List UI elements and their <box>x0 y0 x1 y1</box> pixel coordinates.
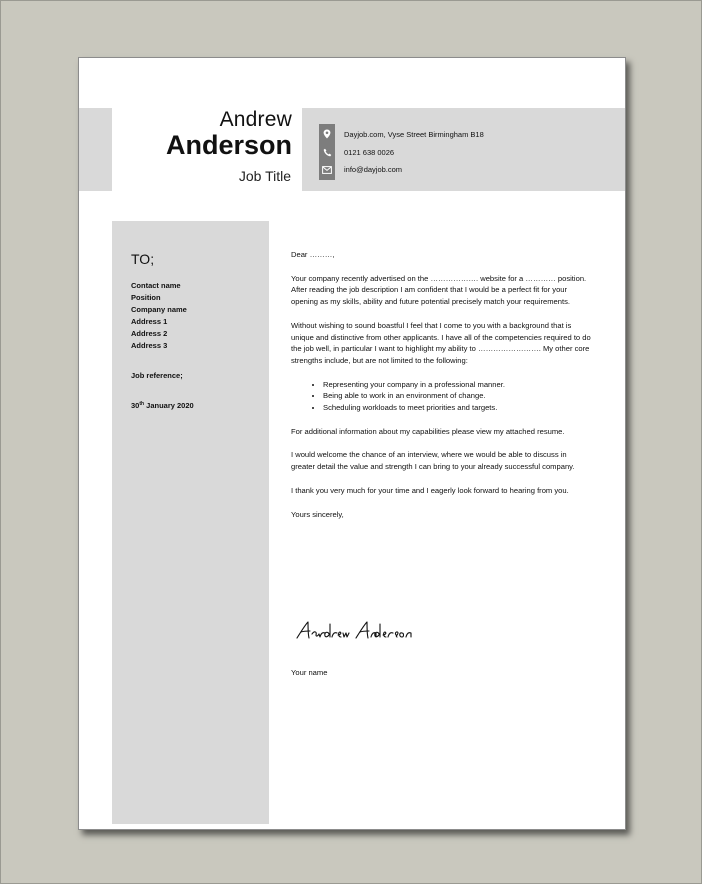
salutation: Dear ………, <box>291 250 335 259</box>
your-name: Your name <box>291 668 328 677</box>
letter-body <box>291 249 591 532</box>
recipient-address-1: Address 1 <box>131 317 168 326</box>
recipient-address-3: Address 3 <box>131 341 168 350</box>
contact-address: Dayjob.com, Vyse Street Birmingham B18 <box>344 130 484 139</box>
paragraph-1: Your company recently advertised on the ………………. website for a ………… position. After reading the job description I am confident that I would be a perfect fit for your opening as my skills, ability and future potential precisely match your requirements. <box>291 273 587 307</box>
handwritten-signature <box>294 616 434 646</box>
contact-email[interactable]: info@dayjob.com <box>344 165 403 174</box>
paragraph-2: Without wishing to sound boastful I feel that I come to you with a background that is unique and distinctive from other applicants. I have all of the competencies required to do the job well, in particular I want to highlight my ability to ……………………. My other core strengths include, but are not limited to the following: <box>291 320 591 365</box>
header-left-band <box>79 108 112 191</box>
closing: Yours sincerely, <box>291 509 344 519</box>
recipient-contact-name: Contact name <box>131 281 181 290</box>
applicant-last-name: Anderson <box>165 130 292 160</box>
recipient-sidebar <box>112 221 269 824</box>
date-day: 30 <box>131 401 140 410</box>
list-item: • Scheduling workloads to meet priorities and targets. <box>323 402 591 414</box>
applicant-first-name: Andrew <box>219 108 292 131</box>
contact-band <box>302 108 625 191</box>
list-item: • Representing your company in a professional manner. <box>323 379 591 391</box>
job-reference: Job reference; <box>131 371 183 380</box>
paragraph-3: For additional information about my capabilities please view my attached resume. <box>291 426 565 436</box>
phone-icon <box>319 144 335 160</box>
letter-date <box>131 401 194 410</box>
location-pin-icon <box>319 126 335 142</box>
contact-phone: 0121 638 0026 <box>344 148 395 157</box>
recipient-company-name: Company name <box>131 305 187 314</box>
paragraph-5: I thank you very much for your time and I eagerly look forward to hearing from you. <box>291 485 569 495</box>
cover-letter-page <box>78 57 626 830</box>
list-item: • Being able to work in an environment of change. <box>323 390 591 402</box>
to-label: TO; <box>131 251 155 267</box>
contact-icon-strip <box>319 124 335 180</box>
paragraph-4: I would welcome the chance of an interview, where we would be able to discuss in greater detail the value and strength I can bring to your already successful company. <box>291 450 575 472</box>
recipient-position: Position <box>131 293 161 302</box>
recipient-address-2: Address 2 <box>131 329 168 338</box>
date-suffix: th <box>139 401 145 407</box>
email-icon <box>319 162 335 178</box>
date-month-year: January 2020 <box>144 401 194 410</box>
job-title: Job Title <box>238 168 291 184</box>
recipient-address-block <box>131 280 187 352</box>
strengths-list <box>291 379 591 414</box>
